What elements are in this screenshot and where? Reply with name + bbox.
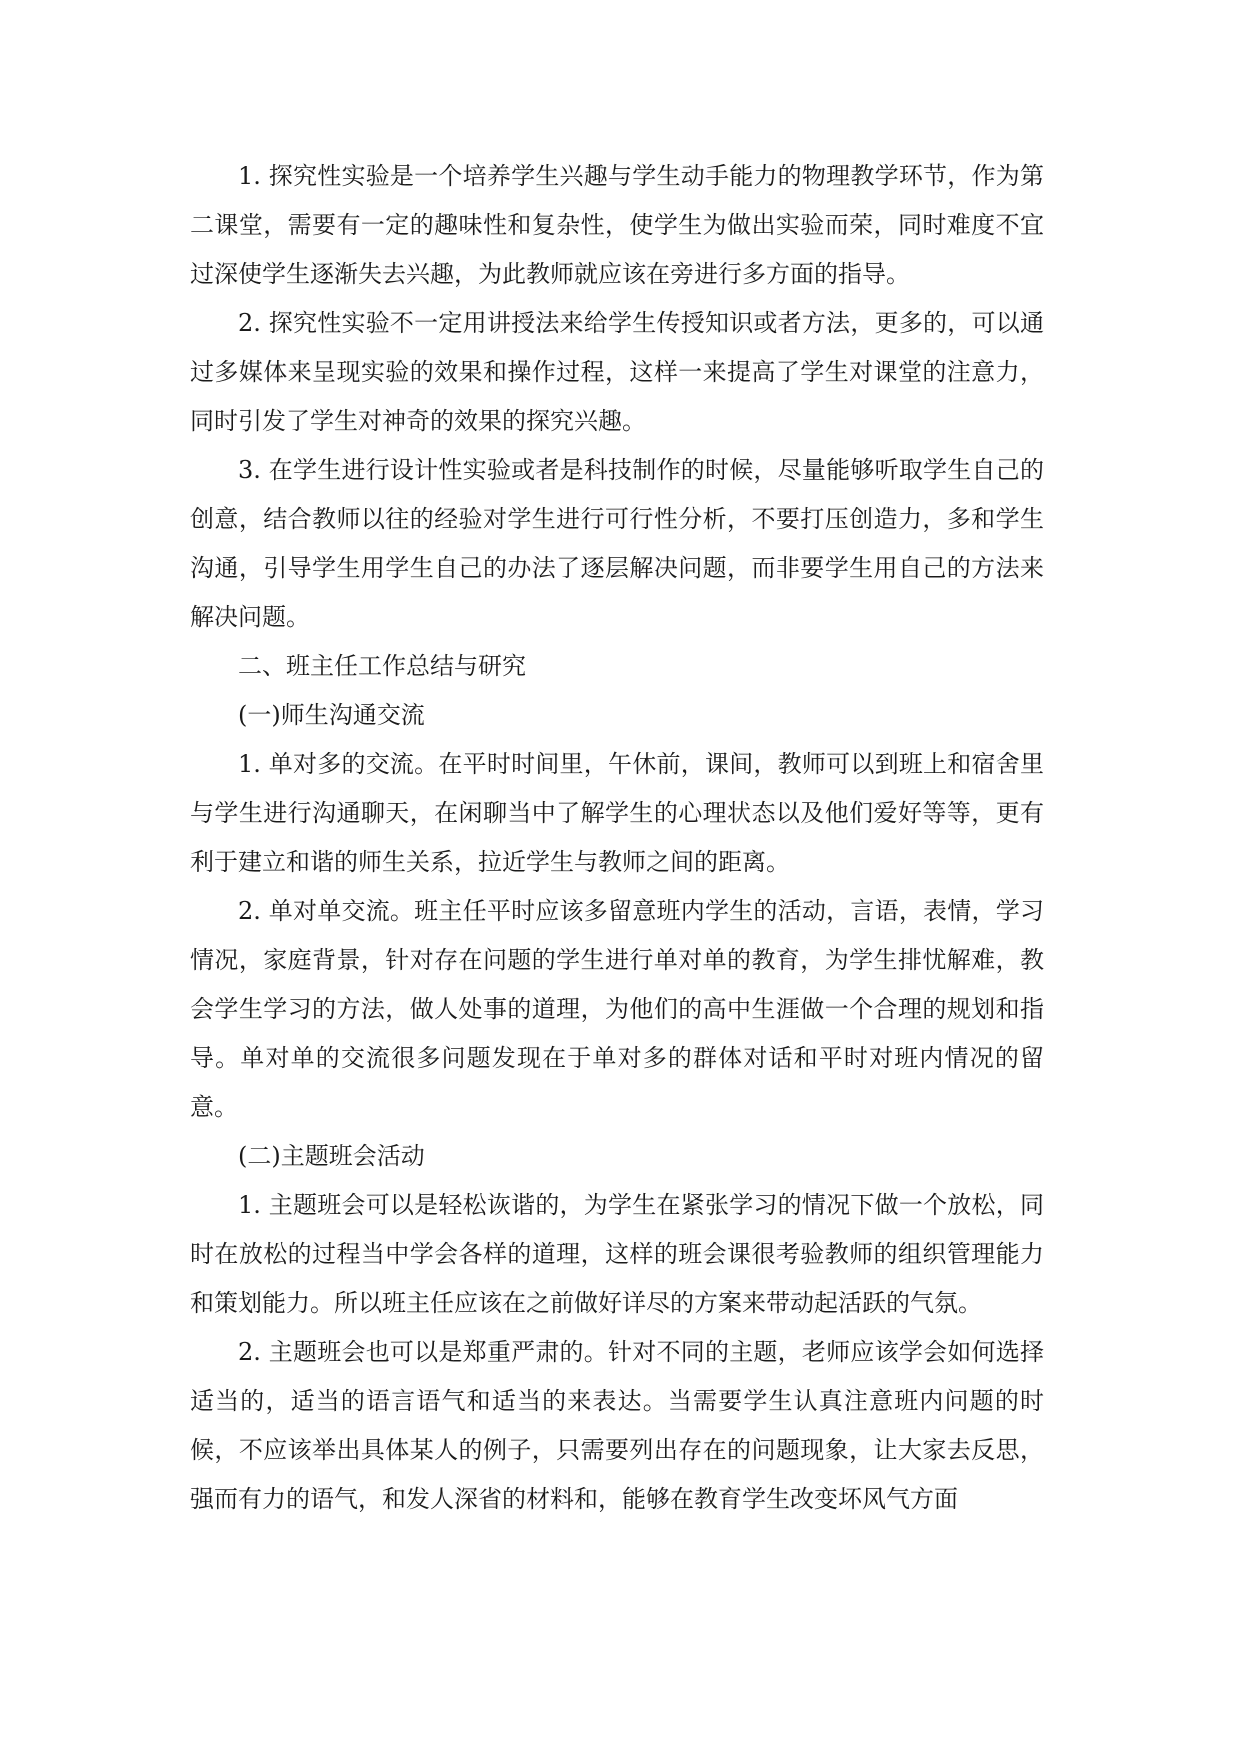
paragraph-experiment-1: 1. 探究性实验是一个培养学生兴趣与学生动手能力的物理教学环节，作为第二课堂，需要有一定的趣味性和复杂性，使学生为做出实验而荣，同时难度不宜过深使学生逐渐失去兴趣，为此教师就应该在旁进行多方面的指导。 xyxy=(190,162,1044,288)
paragraph-experiment-2: 2. 探究性实验不一定用讲授法来给学生传授知识或者方法，更多的，可以通过多媒体来呈现实验的效果和操作过程，这样一来提高了学生对课堂的注意力，同时引发了学生对神奇的效果的探究兴趣。 xyxy=(190,309,1044,435)
subsection-heading-communication: (一)师生沟通交流 xyxy=(238,701,425,729)
paragraph-class-meeting-2: 2. 主题班会也可以是郑重严肃的。针对不同的主题，老师应该学会如何选择适当的，适当的语言语气和适当的来表达。当需要学生认真注意班内问题的时候，不应该举出具体某人的例子，只需要列出存在的问题现象，让大家去反思，强而有力的语气，和发人深省的材料和，能够在教育学生改变坏风气方面 xyxy=(190,1338,1044,1513)
subsection-heading-class-meeting: (二)主题班会活动 xyxy=(238,1142,425,1170)
paragraph-class-meeting-1: 1. 主题班会可以是轻松诙谐的，为学生在紧张学习的情况下做一个放松，同时在放松的过程当中学会各样的道理，这样的班会课很考验教师的组织管理能力和策划能力。所以班主任应该在之前做好详尽的方案来带动起活跃的气氛。 xyxy=(190,1191,1044,1317)
document-page xyxy=(190,152,1044,1524)
paragraph-communication-1: 1. 单对多的交流。在平时时间里，午休前，课间，教师可以到班上和宿舍里与学生进行沟通聊天，在闲聊当中了解学生的心理状态以及他们爱好等等，更有利于建立和谐的师生关系，拉近学生与教师之间的距离。 xyxy=(190,750,1044,876)
section-heading: 二、班主任工作总结与研究 xyxy=(238,652,526,680)
paragraph-communication-2: 2. 单对单交流。班主任平时应该多留意班内学生的活动，言语，表情，学习情况，家庭背景，针对存在问题的学生进行单对单的教育，为学生排忧解难，教会学生学习的方法，做人处事的道理，为他们的高中生涯做一个合理的规划和指导。单对单的交流很多问题发现在于单对多的群体对话和平时对班内情况的留意。 xyxy=(190,897,1044,1121)
paragraph-experiment-3: 3. 在学生进行设计性实验或者是科技制作的时候，尽量能够听取学生自己的创意，结合教师以往的经验对学生进行可行性分析，不要打压创造力，多和学生沟通，引导学生用学生自己的办法了逐层解决问题，而非要学生用自己的方法来解决问题。 xyxy=(190,456,1044,631)
